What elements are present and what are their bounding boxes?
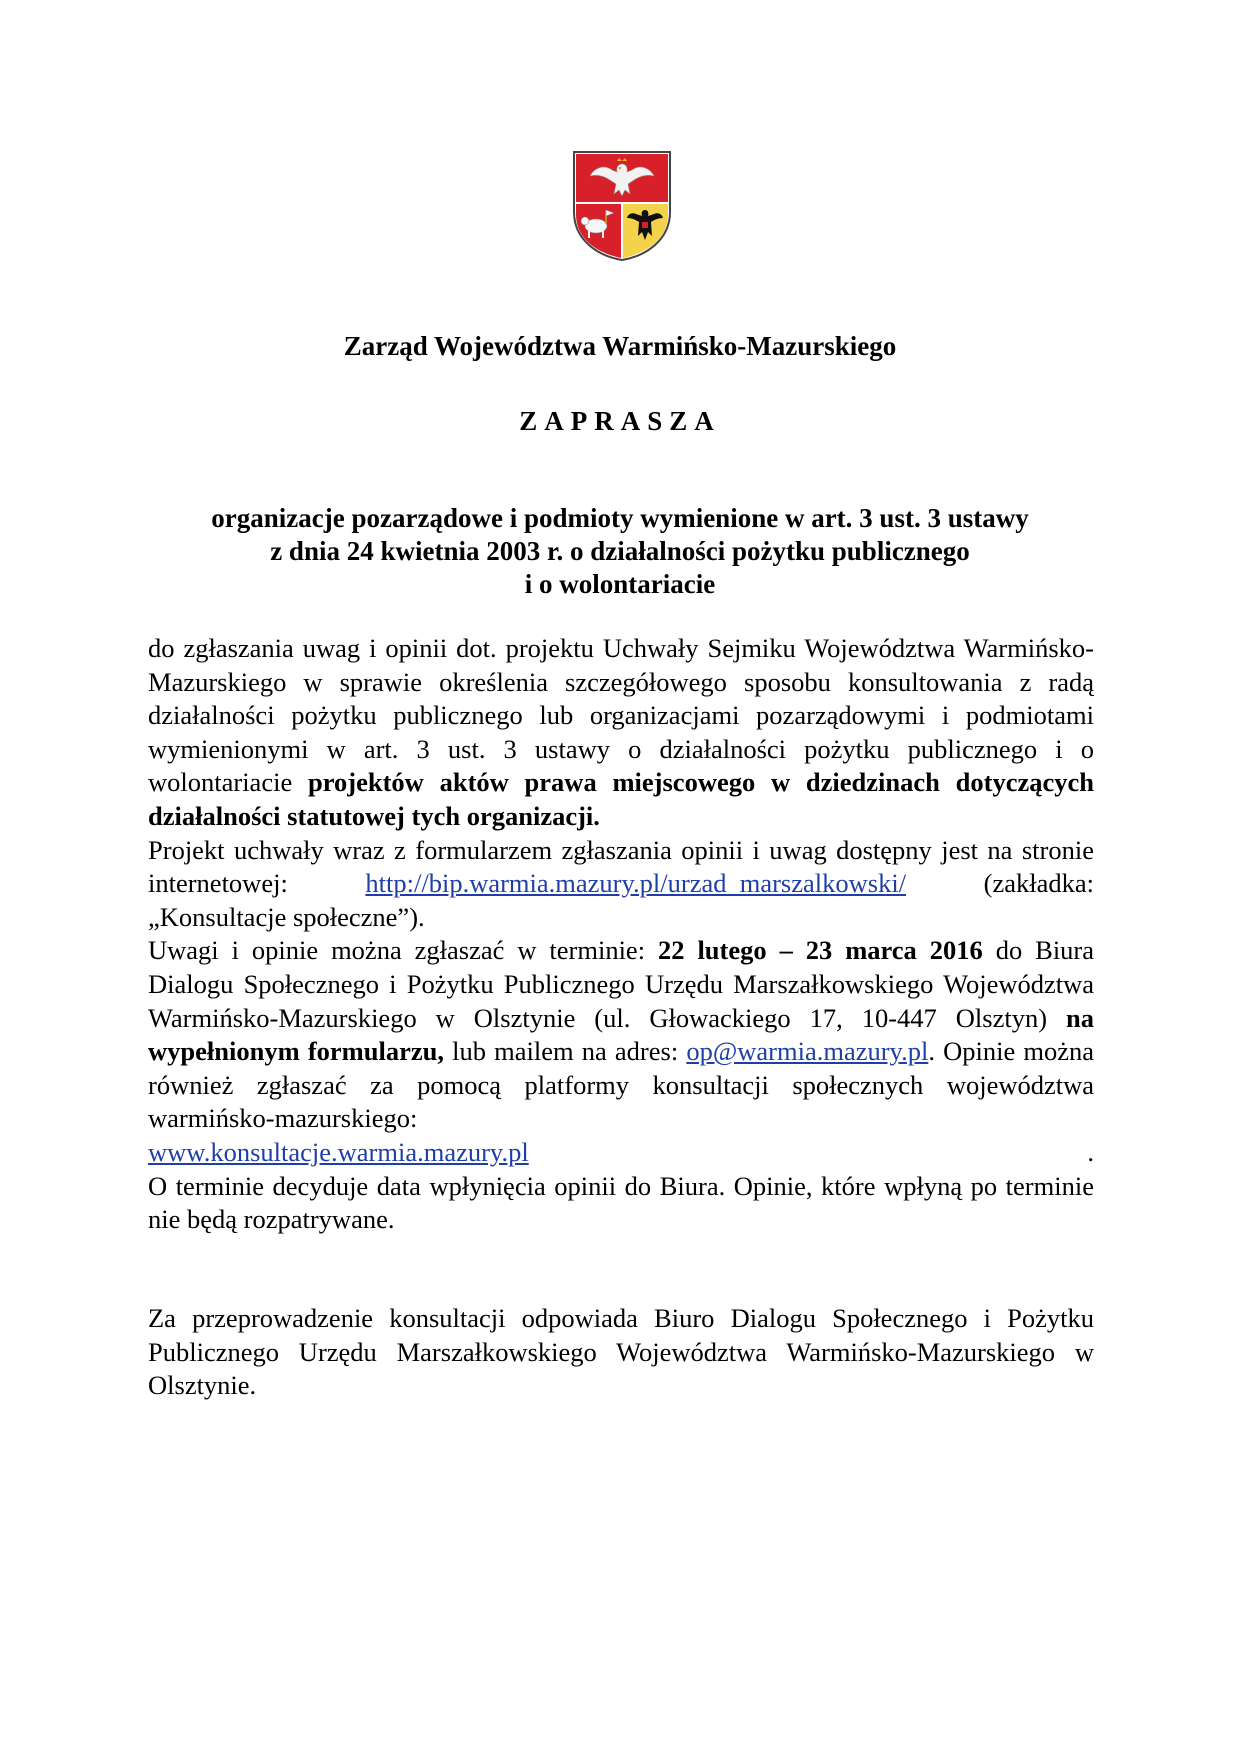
- deadline-text: Uwagi i opinie można zgłaszać w terminie:: [148, 935, 658, 966]
- project-text: Projekt uchwały wraz z formularzem zgłaszania opinii i uwag dostępny jest na stronie internetowej:: [148, 834, 1094, 899]
- body-footer-text: [148, 1302, 1094, 1403]
- addressees-line: i o wolontariacie: [524, 569, 716, 599]
- addressees-line: organizacje pozarządowe i podmioty wymienione w art. 3 ust. 3 ustawy: [211, 503, 1029, 533]
- office-address-text: do Biura Dialogu Społecznego i Pożytku Publicznego Urzędu Marszałkowskiego Województwa Warmińsko-Mazurskiego w Olsztynie (ul. Głowackiego 17, 10-447 Olsztyn): [148, 935, 1095, 1033]
- platform-link[interactable]: www.konsultacje.warmia.mazury.pl: [148, 1136, 529, 1167]
- invite-heading: ZAPRASZA: [519, 406, 721, 436]
- paragraph-deadline: [148, 934, 1094, 1136]
- board-name-heading: Zarząd Województwa Warmińsko-Mazurskiego: [343, 331, 897, 361]
- platform-link-line: [148, 1136, 1094, 1170]
- paragraph-project: [148, 834, 1094, 935]
- addressees-line: z dnia 24 kwietnia 2003 r. o działalności pożytku publicznego: [270, 536, 970, 566]
- purpose-bold-text: projektów aktów prawa miejscowego w dziedzinach dotyczących działalności statutowej tych organizacji.: [148, 767, 1095, 831]
- form-bold-text: na wypełnionym formularzu,: [148, 1002, 1094, 1067]
- paragraph-deadline-rule: O terminie decyduje data wpłynięcia opinii do Biura. Opinie, które wpłyną po terminie nie będą rozpatrywane.: [148, 1170, 1094, 1235]
- tab-note-text: (zakładka: „Konsultacje społeczne”).: [148, 868, 1094, 932]
- paragraph-purpose: [148, 632, 1094, 834]
- bip-link[interactable]: http://bip.warmia.mazury.pl/urzad_marszalkowski/: [365, 868, 907, 899]
- platform-text: . Opinie można również zgłaszać za pomocą platformy konsultacji społecznych województwa warmińsko-mazurskiego:: [148, 1036, 1094, 1134]
- coat-of-arms-icon: [572, 150, 672, 262]
- email-link[interactable]: op@warmia.mazury.pl: [686, 1036, 929, 1067]
- deadline-dates: 22 lutego – 23 marca 2016: [658, 935, 983, 966]
- paragraph-responsible: Za przeprowadzenie konsultacji odpowiada Biuro Dialogu Społecznego i Pożytku Publicznego Urzędu Marszałkowskiego Województwa Warmińsko-Mazurskiego w Olsztynie.: [148, 1303, 1094, 1401]
- purpose-text: do zgłaszania uwag i opinii dot. projektu Uchwały Sejmiku Województwa Warmińsko-Mazurskiego w sprawie określenia szczegółowego sposobu konsultowania z radą działalności pożytku publicznego lub organizacjami pozarządowymi i podmiotami wymienionymi w art. 3 ust. 3 ustawy o działalności pożytku publicznego i o wolontariacie: [148, 633, 1094, 798]
- email-intro-text: lub mailem na adres:: [443, 1036, 687, 1067]
- trailing-dot: .: [1087, 1136, 1094, 1167]
- body-text: [148, 632, 1094, 1237]
- addressees-heading: [0, 502, 1240, 601]
